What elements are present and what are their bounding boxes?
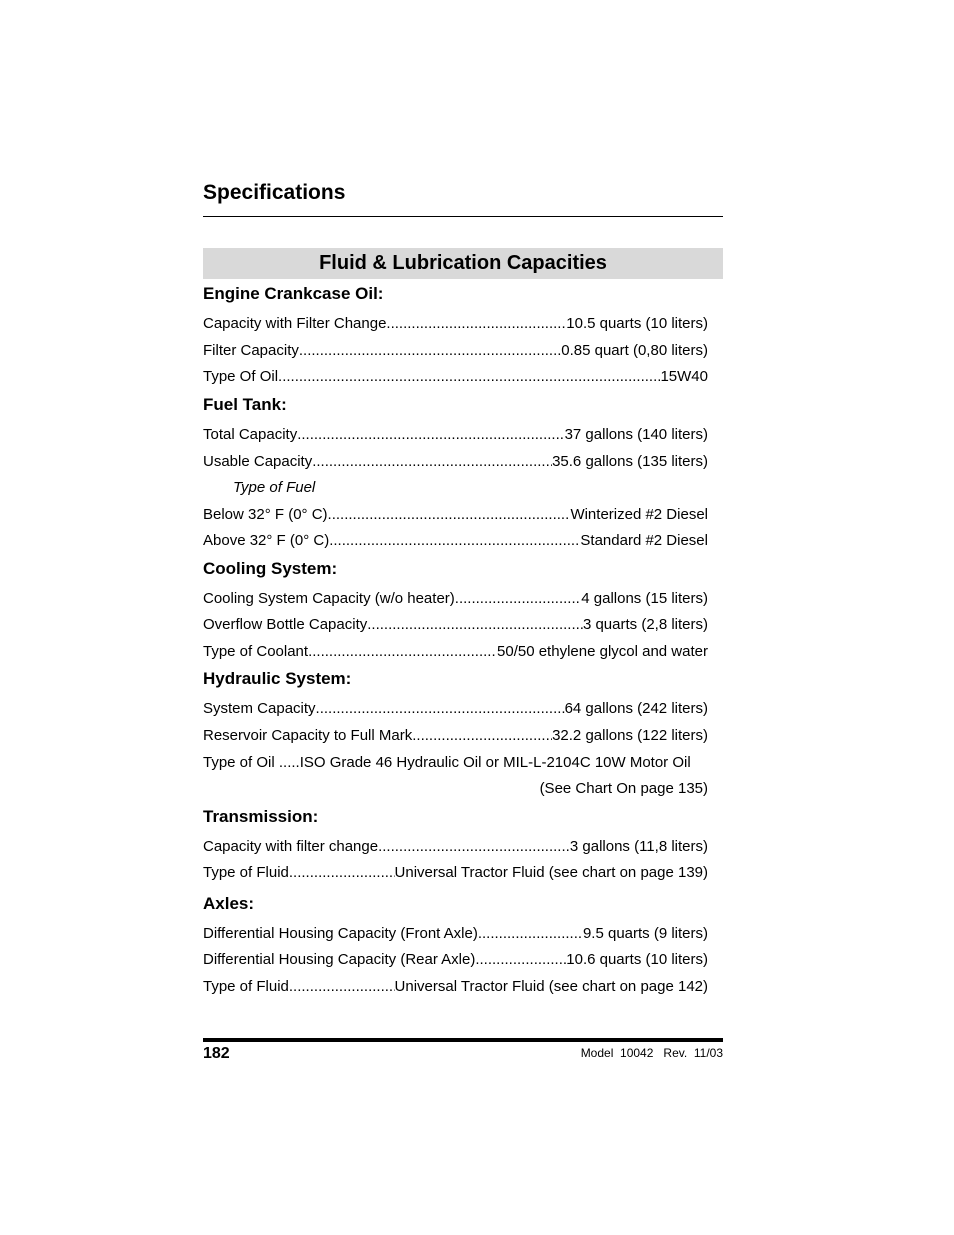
dot-leader [299, 342, 561, 360]
hydraulic-oil-type: Type of Oil .....ISO Grade 46 Hydraulic Oil or MIL-L-2104C 10W Motor Oil [203, 754, 691, 771]
spec-row [203, 426, 708, 444]
page-title: Specifications [203, 181, 346, 204]
spec-row [203, 453, 708, 471]
spec-label: Cooling System Capacity (w/o heater) [203, 590, 455, 607]
fuel-type-subheading: Type of Fuel [233, 479, 316, 496]
spec-value: 35.6 gallons (135 liters) [552, 453, 708, 470]
spec-row [203, 864, 708, 882]
model-revision: Model 10042 Rev. 11/03 [580, 1046, 723, 1060]
spec-row [203, 727, 708, 745]
spec-row [203, 925, 708, 943]
spec-value: Winterized #2 Diesel [570, 506, 708, 523]
banner-title: Fluid & Lubrication Capacities [319, 252, 607, 274]
hydraulic-heading: Hydraulic System: [203, 669, 352, 688]
spec-row [203, 643, 708, 661]
spec-value: 32.2 gallons (122 liters) [552, 727, 708, 744]
hydraulic-oil-note: (See Chart On page 135) [539, 780, 708, 797]
spec-value: 64 gallons (242 liters) [564, 700, 708, 717]
spec-label: Capacity with filter change [203, 838, 379, 855]
spec-label: Capacity with Filter Change [203, 315, 387, 332]
spec-label: System Capacity [203, 700, 316, 717]
spec-value: 10.5 quarts (10 liters) [566, 315, 708, 332]
dot-leader [312, 453, 552, 471]
dot-leader [308, 643, 497, 661]
spec-label: Above 32° F (0° C) [203, 532, 330, 549]
dot-leader [329, 532, 580, 550]
footer-divider [203, 1038, 723, 1042]
title-divider [203, 216, 723, 217]
spec-row [203, 951, 708, 969]
spec-row [203, 838, 708, 856]
spec-row [203, 700, 708, 718]
spec-label: Type Of Oil [203, 368, 279, 385]
spec-value: 37 gallons (140 liters) [564, 426, 708, 443]
dot-leader [386, 315, 566, 333]
dot-leader [475, 951, 566, 969]
spec-value: 3 gallons (11,8 liters) [569, 838, 708, 855]
spec-row [203, 616, 708, 634]
spec-label: Filter Capacity [203, 342, 299, 359]
spec-label: Type of Fluid [203, 978, 289, 995]
page-number: 182 [203, 1045, 230, 1062]
dot-leader [478, 925, 583, 943]
spec-row [203, 532, 708, 550]
spec-row [203, 506, 708, 524]
spec-label: Reservoir Capacity to Full Mark [203, 727, 413, 744]
dot-leader [328, 506, 571, 524]
spec-value: 10.6 quarts (10 liters) [566, 951, 708, 968]
spec-value: Universal Tractor Fluid (see chart on page 142) [394, 978, 708, 995]
cooling-heading: Cooling System: [203, 559, 338, 578]
dot-leader [412, 727, 552, 745]
dot-leader [367, 616, 583, 634]
dot-leader [278, 368, 660, 386]
spec-label: Differential Housing Capacity (Front Axle) [203, 925, 478, 942]
dot-leader [297, 426, 564, 444]
spec-row [203, 368, 708, 386]
spec-value: 3 quarts (2,8 liters) [582, 616, 708, 633]
spec-label: Total Capacity [203, 426, 298, 443]
spec-row [203, 342, 708, 360]
spec-label: Type of Coolant [203, 643, 309, 660]
section-banner [203, 248, 723, 279]
spec-row [203, 315, 708, 333]
spec-label: Differential Housing Capacity (Rear Axle) [203, 951, 476, 968]
transmission-heading: Transmission: [203, 807, 319, 826]
spec-value: Standard #2 Diesel [580, 532, 708, 549]
dot-leader [378, 838, 570, 856]
spec-label: Usable Capacity [203, 453, 313, 470]
spec-value: Universal Tractor Fluid (see chart on page 139) [394, 864, 708, 881]
dot-leader [289, 978, 395, 996]
engine-heading: Engine Crankcase Oil: [203, 284, 384, 303]
axles-heading: Axles: [203, 894, 255, 913]
fuel-heading: Fuel Tank: [203, 395, 287, 414]
spec-value: 9.5 quarts (9 liters) [582, 925, 708, 942]
spec-value: 50/50 ethylene glycol and water [497, 643, 708, 660]
dot-leader [289, 864, 395, 882]
spec-label: Type of Fluid [203, 864, 289, 881]
dot-leader [455, 590, 581, 608]
dot-leader [316, 700, 565, 718]
spec-value: 15W40 [660, 368, 708, 385]
spec-row [203, 590, 708, 608]
spec-label: Below 32° F (0° C) [203, 506, 328, 523]
spec-value: 4 gallons (15 liters) [581, 590, 708, 607]
spec-value: 0.85 quart (0,80 liters) [561, 342, 708, 359]
spec-label: Overflow Bottle Capacity [203, 616, 368, 633]
spec-row [203, 978, 708, 996]
